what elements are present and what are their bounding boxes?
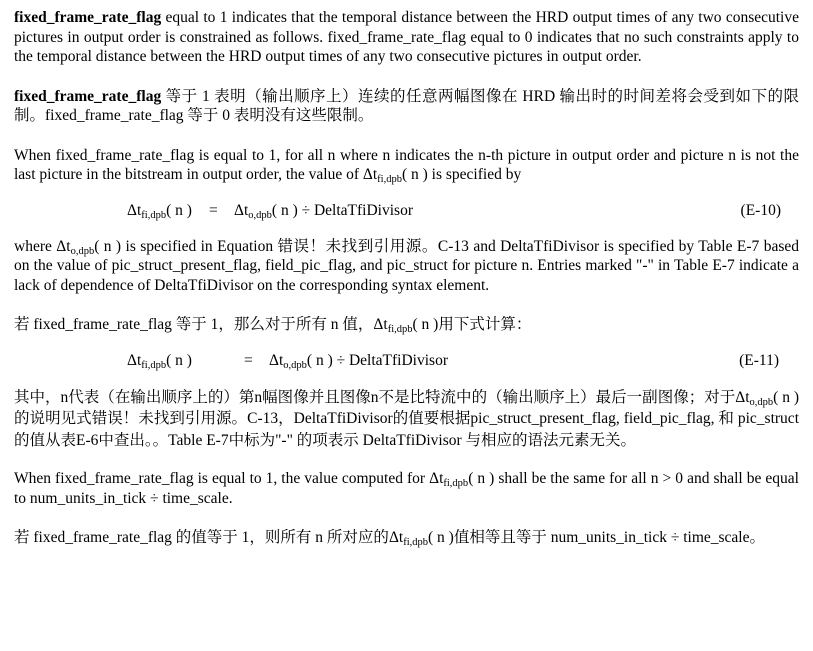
paragraph-delta-intro-zh xyxy=(14,315,799,335)
text-run: ( n )值相等且等于 num_units_in_tick ÷ time_scale。 xyxy=(428,529,765,546)
equation-lhs: $\Delta t_{fi,dpb}$( n ) xyxy=(127,351,192,371)
paragraph-where xyxy=(14,237,799,296)
equation-lhs: $\Delta t_{fi,dpb}$( n ) xyxy=(127,201,192,221)
text-run: ( n )的说明见式错误！未找到引用源。C-13，DeltaTfiDivisor的值要根据pic_struct_present_flag, field_pic_flag, 和 pic_struct的值从表E-6中查出。。Table E-7中标为"-" 的项表示 DeltaTfiDivisor 与相应的语法元素无关。 xyxy=(14,388,800,449)
flag-term: fixed_frame_rate_flag xyxy=(14,87,162,105)
subscript: fi,dpb xyxy=(443,478,469,489)
text-run: where Δt xyxy=(14,237,71,255)
text-run: ( n ) is specified in Equation 错误！未找到引用源。C-13 and DeltaTfiDivisor is specified by Table E-7 based on the value of pic_struct_present_flag, field_pic_flag, and pic_struct for picture n. Entries marked "-" in Table E-7 indicate a lack of dependence of DeltaTfiDivisor on the corresponding syntax element. xyxy=(14,237,799,294)
paragraph-flag-definition-zh xyxy=(14,87,799,126)
paragraph-delta-intro xyxy=(14,146,799,185)
text-run: When fixed_frame_rate_flag is equal to 1, the value computed for Δt xyxy=(14,470,444,487)
paragraph-text: equal to 1 indicates that the temporal distance between the HRD output times of any two consecutive pictures in output order is constrained as follows. fixed_frame_rate_flag equal to 0 indicates that no such constraints apply to the temporal distance between the HRD output times of any two consecutive pictures in output order. xyxy=(14,9,799,65)
paragraph-equal-constraint xyxy=(14,469,799,508)
paragraph-flag-definition xyxy=(14,8,799,67)
equation-rhs: $\Delta t_{o,dpb}$( n ) ÷ DeltaTfiDivisor xyxy=(234,201,413,221)
equation-e10 xyxy=(14,201,799,221)
text-run: 若 fixed_frame_rate_flag 等于 1，那么对于所有 n 值，Δt xyxy=(14,316,388,333)
text-run: 若 fixed_frame_rate_flag 的值等于 1，则所有 n 所对应的Δt xyxy=(14,529,404,546)
subscript: o,dpb xyxy=(70,245,95,257)
subscript: fi,dpb xyxy=(387,324,413,335)
equals-sign: = xyxy=(209,201,218,219)
subscript: fi,dpb xyxy=(377,174,402,185)
equation-e11 xyxy=(14,351,799,371)
paragraph-text: 等于 1 表明（输出顺序上）连续的任意两幅图像在 HRD 输出时的时间差将会受到如下的限制。fixed_frame_rate_flag 等于 0 表明没有这些限制。 xyxy=(14,87,799,124)
equation-rhs: $\Delta t_{o,dpb}$( n ) ÷ DeltaTfiDivisor xyxy=(269,351,448,371)
flag-term: fixed_frame_rate_flag xyxy=(14,9,162,26)
text-run: When fixed_frame_rate_flag is equal to 1, for all n where n indicates the n-th picture in output order and picture n is not the last picture in the bitstream in output order, the value of Δt xyxy=(14,146,799,183)
equation-number: (E-11) xyxy=(739,351,779,369)
text-run: ( n ) shall be the same for all n > 0 and shall be equal to num_units_in_tick ÷ time_scale. xyxy=(14,470,799,507)
paragraph-equal-constraint-zh xyxy=(14,528,799,548)
subscript: o,dpb xyxy=(749,396,774,408)
paragraph-where-zh xyxy=(14,387,799,452)
equals-sign: = xyxy=(244,351,253,369)
text-run: 其中，n代表（在输出顺序上的）第n幅图像并且图像n不是比特流中的（输出顺序上）最后一副图像；对于Δt xyxy=(14,388,750,406)
subscript: fi,dpb xyxy=(403,537,429,548)
text-run: ( n )用下式计算： xyxy=(412,316,532,333)
text-run: ( n ) is specified by xyxy=(401,166,522,183)
equation-number: (E-10) xyxy=(740,201,781,219)
